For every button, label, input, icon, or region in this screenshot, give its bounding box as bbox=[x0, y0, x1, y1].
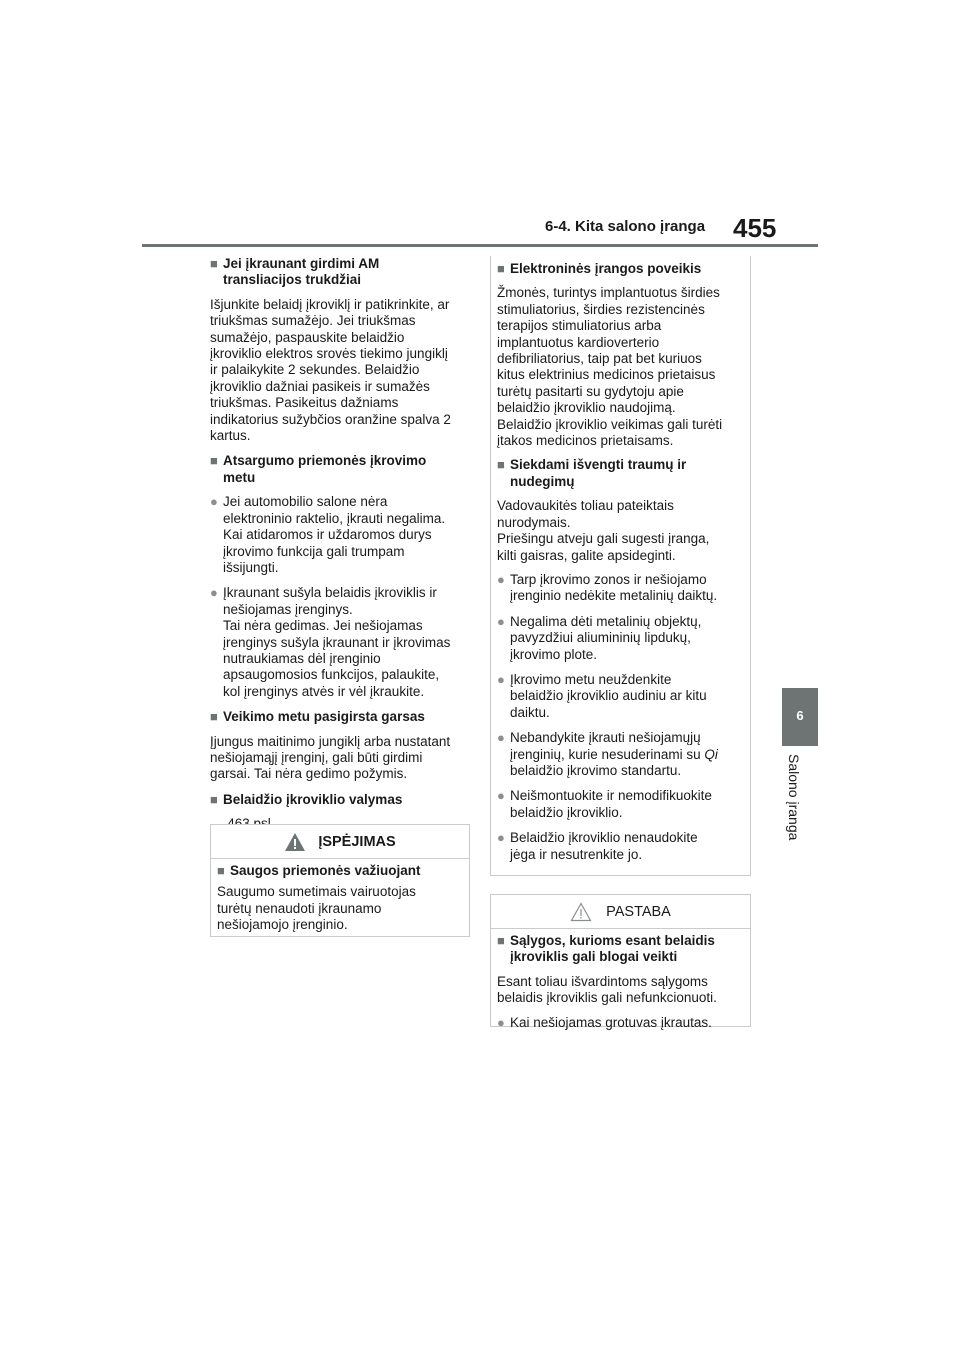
text-line: įkroviklio dažniai pasikeis ir sumažės bbox=[210, 378, 430, 394]
caution-icon bbox=[570, 902, 592, 922]
text-line: Negalima dėti metalinių objektų, bbox=[510, 613, 702, 629]
text-line: transliacijos trukdžiai bbox=[223, 272, 362, 288]
page-number: 455 bbox=[733, 213, 777, 243]
heading-text bbox=[223, 792, 402, 808]
list-item bbox=[210, 585, 468, 700]
list-item-text bbox=[510, 614, 701, 663]
text-line: Belaidžio įkroviklio nenaudokite bbox=[510, 830, 698, 846]
text-line: turėtų nenaudoti įkraunamo bbox=[217, 900, 382, 916]
heading-text bbox=[223, 709, 425, 725]
warning-box-header bbox=[211, 825, 469, 859]
text-line: belaidžio įkroviklio. bbox=[510, 804, 623, 820]
text-line: įrenginio nedėkite metalinių daiktų. bbox=[510, 588, 718, 604]
text-line: belaidžio įkrovimo standartu. bbox=[510, 762, 682, 778]
section-heading bbox=[497, 933, 744, 966]
section-heading bbox=[210, 256, 468, 289]
paragraph bbox=[497, 974, 744, 1007]
text-line: turėtų pasitarti su gydytoju apie bbox=[497, 383, 684, 399]
text-line: kitus elektrinius medicinos prietaisus bbox=[497, 367, 716, 383]
note-box bbox=[490, 894, 751, 1030]
square-bullet-icon: ■ bbox=[497, 933, 505, 948]
list-item bbox=[497, 672, 744, 721]
text-line: stimuliatorius, širdies rezistencinės bbox=[497, 301, 705, 317]
list-item bbox=[497, 730, 744, 779]
text-line: Belaidžio įkroviklio veikimas gali turėti bbox=[497, 416, 723, 432]
text-line: įkrovimo funkcija gali trumpam bbox=[223, 543, 405, 559]
list-item-text bbox=[510, 730, 718, 779]
text-line: Atsargumo priemonės įkrovimo bbox=[223, 453, 427, 469]
text-line: įrenginių, kurie nesuderinami su Qi bbox=[510, 746, 718, 762]
list-item-text bbox=[510, 672, 707, 721]
text-line: nutraukiamas dėl įrenginio bbox=[223, 650, 381, 666]
warning-continued-body bbox=[491, 256, 750, 878]
text-line: Saugos priemonės važiuojant bbox=[230, 863, 421, 878]
text-line: Kai nešiojamas grotuvas įkrautas. bbox=[510, 1014, 712, 1030]
text-line: įrenginys sušyla įkraunant ir įkrovimas bbox=[223, 634, 451, 650]
section-heading bbox=[217, 863, 463, 879]
list-item-text bbox=[510, 788, 712, 821]
list-item bbox=[497, 1015, 744, 1031]
list-item-text bbox=[510, 572, 717, 605]
text-line: Įkraunant sušyla belaidis įkroviklis ir bbox=[223, 585, 437, 601]
text-line: Išjunkite belaidį įkroviklį ir patikrinkite, ar bbox=[210, 296, 450, 312]
warning-title: ĮSPĖJIMAS bbox=[318, 833, 396, 850]
square-bullet-icon: ■ bbox=[217, 863, 225, 878]
text-line: elektroninio raktelio, įkrauti negalima. bbox=[223, 510, 446, 526]
warning-icon bbox=[284, 832, 306, 852]
text-line: Neišmontuokite ir nemodifikuokite bbox=[510, 788, 712, 804]
section-heading bbox=[497, 261, 744, 277]
text-line: įkrovimo plote. bbox=[510, 646, 598, 662]
section-heading bbox=[497, 457, 744, 490]
heading-text bbox=[223, 256, 379, 289]
list-item-text bbox=[223, 585, 450, 700]
text-line: kilti gaisras, galite apsideginti. bbox=[497, 547, 676, 563]
text-line: daiktu. bbox=[510, 704, 550, 720]
list-item-text bbox=[510, 830, 698, 863]
text-line: Saugumo sumetimais vairuotojas bbox=[217, 884, 416, 900]
section-heading bbox=[210, 709, 468, 725]
chapter-tab[interactable]: 6 bbox=[782, 688, 818, 746]
square-bullet-icon: ■ bbox=[210, 791, 218, 807]
text-line: Tarp įkrovimo zonos ir nešiojamo bbox=[510, 571, 707, 587]
round-bullet-icon: ● bbox=[497, 730, 505, 746]
note-title: PASTABA bbox=[606, 903, 671, 920]
text-line: belaidžio įkroviklio audiniu ar kitu bbox=[510, 688, 707, 704]
heading-text bbox=[510, 933, 715, 966]
text-line: Įkrovimo metu neuždenkite bbox=[510, 671, 672, 687]
text-line: įkroviklis gali blogai veikti bbox=[510, 949, 678, 965]
text-line: Kai atidaromos ir uždaromos durys bbox=[223, 527, 432, 543]
text-line: triukšmas sumažėjo. Jei triukšmas bbox=[210, 313, 416, 329]
list-item bbox=[497, 614, 744, 663]
text-line: belaidžio įkroviklio naudojimą. bbox=[497, 400, 676, 416]
text-line: Esant toliau išvardintoms sąlygoms bbox=[497, 973, 708, 989]
header-rule bbox=[142, 244, 818, 247]
warning-continued-box bbox=[490, 256, 751, 876]
list-item-text bbox=[510, 1015, 712, 1031]
paragraph bbox=[210, 734, 468, 783]
round-bullet-icon: ● bbox=[497, 571, 505, 587]
text-line: metu bbox=[223, 469, 256, 485]
text-line: Įjungus maitinimo jungiklį arba nustatant bbox=[210, 733, 451, 749]
round-bullet-icon: ● bbox=[497, 788, 505, 804]
text-line: Belaidžio įkroviklio valymas bbox=[223, 791, 403, 807]
text-line: belaidis įkroviklis gali nefunkcionuoti. bbox=[497, 990, 717, 1006]
text-line: Vadovaukitės toliau pateiktais bbox=[497, 498, 674, 514]
square-bullet-icon: ■ bbox=[497, 457, 505, 473]
left-column bbox=[210, 256, 468, 842]
text-line: jėga ir nesutrenkite jo. bbox=[510, 846, 643, 862]
list-item bbox=[497, 788, 744, 821]
round-bullet-icon: ● bbox=[497, 671, 505, 687]
paragraph bbox=[497, 498, 744, 564]
text-line: apsaugomosios funkcijos, palaukite, bbox=[223, 667, 440, 683]
paragraph bbox=[217, 884, 463, 933]
text-line: Sąlygos, kurioms esant belaidis bbox=[510, 933, 715, 948]
text-line: nešiojamas įrenginys. bbox=[223, 601, 353, 617]
round-bullet-icon: ● bbox=[497, 613, 505, 629]
note-box-header bbox=[491, 895, 750, 929]
text-line: Žmonės, turintys implantuotus širdies bbox=[497, 285, 720, 301]
heading-text bbox=[223, 453, 426, 486]
text-line: triukšmas. Pasikeitus dažniams bbox=[210, 395, 399, 411]
chapter-label: Salono įranga bbox=[786, 754, 802, 841]
warning-box bbox=[210, 824, 470, 937]
text-line: nudegimų bbox=[510, 473, 575, 489]
text-line: įtakos medicinos prietaisams. bbox=[497, 433, 674, 449]
heading-text bbox=[510, 261, 701, 277]
square-bullet-icon: ■ bbox=[497, 261, 505, 276]
warning-box-body bbox=[211, 859, 469, 948]
text-line: ir palaikykite 2 sekundes. Belaidžio bbox=[210, 362, 420, 378]
text-line: Nebandykite įkrauti nešiojamųjų bbox=[510, 730, 701, 746]
text-line: implantuotus kardioverterio bbox=[497, 334, 660, 350]
text-line: Veikimo metu pasigirsta garsas bbox=[223, 709, 425, 725]
text-line: Jei įkraunant girdimi AM bbox=[223, 256, 380, 271]
section-title: 6-4. Kita salono įranga bbox=[545, 218, 706, 235]
text-line: Priešingu atveju gali sugesti įranga, bbox=[497, 531, 710, 547]
round-bullet-icon: ● bbox=[210, 585, 218, 601]
text-line: Elektroninės įrangos poveikis bbox=[510, 261, 702, 276]
text-line: pavyzdžiui aliumininių lipdukų, bbox=[510, 630, 691, 646]
text-line: indikatorius sužybčios oranžine spalva 2 bbox=[210, 411, 451, 427]
text-line: Tai nėra gedimas. Jei nešiojamas bbox=[223, 618, 423, 634]
round-bullet-icon: ● bbox=[497, 1014, 505, 1030]
text-line: Siekdami išvengti traumų ir bbox=[510, 457, 687, 473]
text-line: defibriliatorius, taip pat bet kuriuos bbox=[497, 351, 702, 367]
text-line: sumažėjo, paspauskite belaidžio bbox=[210, 329, 405, 345]
text-line: nešiojamąjį įrenginį, gali būti girdimi bbox=[210, 749, 423, 765]
heading-text bbox=[510, 457, 686, 490]
square-bullet-icon: ■ bbox=[210, 453, 218, 469]
round-bullet-icon: ● bbox=[497, 830, 505, 846]
text-line: Jei automobilio salone nėra bbox=[223, 494, 388, 510]
text-line: įkroviklio elektros srovės tiekimo jungiklį bbox=[210, 346, 448, 362]
text-line: terapijos stimuliatorius arba bbox=[497, 318, 662, 334]
round-bullet-icon: ● bbox=[210, 494, 218, 510]
note-box-body bbox=[491, 929, 750, 1046]
list-item bbox=[497, 830, 744, 863]
square-bullet-icon: ■ bbox=[210, 709, 218, 725]
heading-text bbox=[230, 863, 421, 879]
text-line: kartus. bbox=[210, 428, 251, 444]
text-line: kol įrenginys atvės ir vėl įkraukite. bbox=[223, 683, 425, 699]
section-heading bbox=[210, 453, 468, 486]
text-line: nešiojamojo įrenginio. bbox=[217, 917, 348, 933]
list-item bbox=[497, 572, 744, 605]
list-item-text bbox=[223, 494, 445, 576]
paragraph bbox=[497, 285, 744, 449]
list-item bbox=[210, 494, 468, 576]
text-line: išsijungti. bbox=[223, 559, 279, 575]
square-bullet-icon: ■ bbox=[210, 256, 218, 271]
section-heading bbox=[210, 792, 468, 808]
paragraph bbox=[210, 297, 468, 445]
text-line: garsai. Tai nėra gedimo požymis. bbox=[210, 766, 408, 782]
text-line: nurodymais. bbox=[497, 514, 571, 530]
